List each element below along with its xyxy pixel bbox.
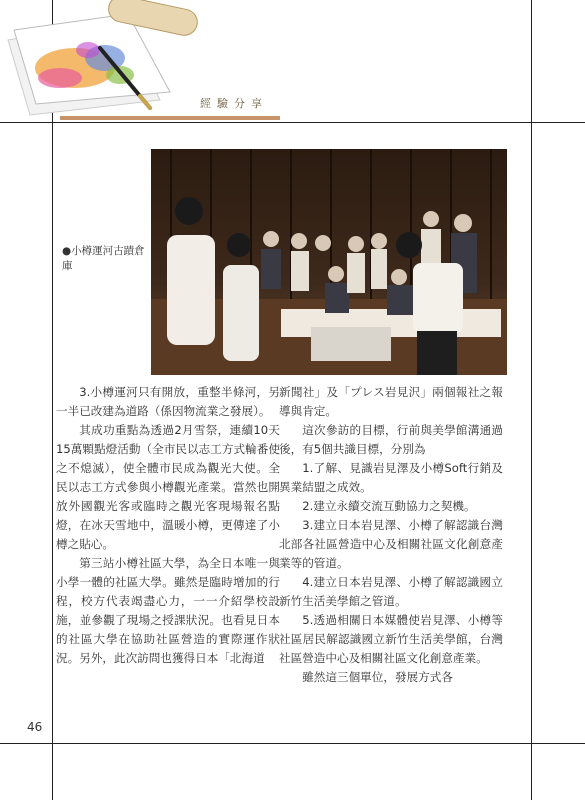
page-number: 46: [27, 720, 43, 734]
paragraph: 3.小樽運河只有開放，重整半條河，另一半已改建為道路（係因物流業之發展）。: [56, 385, 280, 418]
list-item: 1.了解、見識岩見澤及小樽Soft行銷及異業結盟之成效。: [279, 461, 503, 494]
paragraph: 第三站小樽社區大學，為全日本唯一與小學一體的社區大學。雖然是臨時增加的行程，校方代表竭盡心力，一一介紹學校設施，並參觀了現場之授課狀況。也看見日本的社區大學在協助社區營造的實際運作狀況。另外，此次訪問也獲得日本「北海道: [56, 556, 280, 665]
paragraph: 雖然這三個單位，發展方式各: [302, 670, 453, 684]
group-photo: [151, 149, 507, 375]
left-text-column: [56, 383, 280, 668]
section-title-bar: [60, 116, 280, 120]
list-item: 4.建立日本岩見澤、小樽了解認識國立新竹生活美學館之管道。: [279, 575, 503, 608]
paragraph: 其成功重點為透過2月雪祭，連續10天15萬顆點燈活動（全市民以志工方式輪番使之不熄滅），使全體市民成為觀光大使。全民以志工方式參與小樽觀光產業。當然也開放外國觀光客或臨時之觀光客現場報名點燈，在冰天雪地中，溫暖小樽，更傳達了小樽之貼心。: [56, 423, 280, 551]
top-rule: [0, 122, 585, 123]
paragraph: 新聞社」及「プレス岩見沢」兩個報社之報導與肯定。: [279, 385, 503, 418]
header-illustration: [0, 0, 210, 118]
section-title: 經驗分享: [200, 97, 268, 110]
left-margin-line: [52, 0, 53, 800]
list-item: 3.建立日本岩見澤、小樽了解認識台灣北部各社區營造中心及相關社區文化創意產業等的管道。: [279, 518, 503, 570]
right-margin-line: [531, 0, 532, 800]
bottom-rule: [0, 743, 585, 744]
photo-caption: ●小樽運河古蹟倉庫: [62, 245, 145, 272]
right-text-column: [279, 383, 503, 687]
paragraph: 這次參訪的目標，行前與美學館溝通過後，有5個共識目標，分別為: [279, 423, 503, 456]
list-item: 5.透過相關日本媒體使岩見澤、小樽等社區居民解認識國立新竹生活美學館，台灣社區營造中心及相關社區文化創意產業。: [279, 613, 503, 665]
list-item: 2.建立永續交流互動協力之契機。: [302, 499, 476, 513]
